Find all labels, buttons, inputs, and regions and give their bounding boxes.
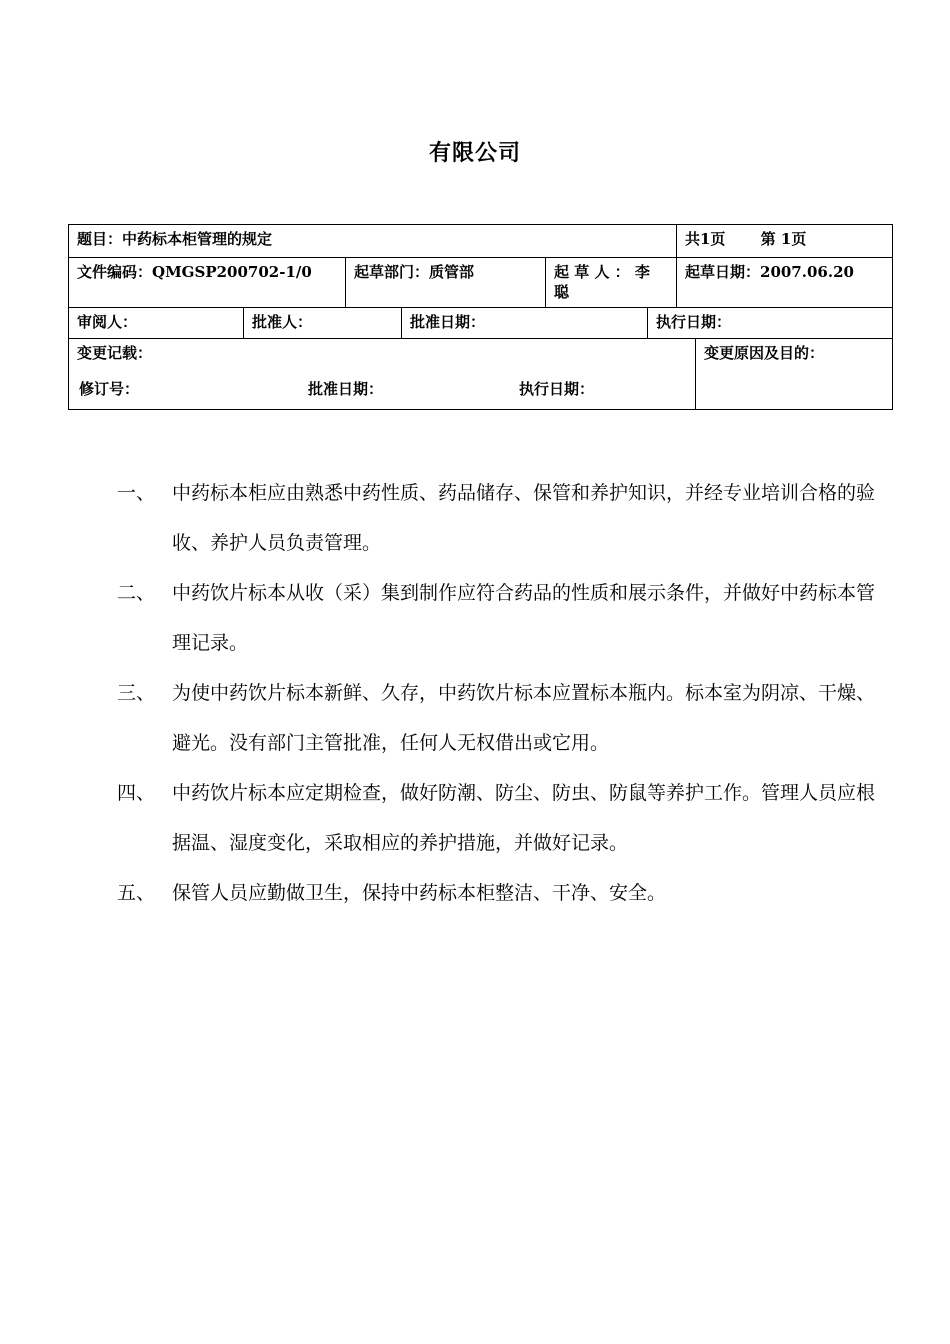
header-row-approval [69,308,892,339]
drafter-line1: 起 草 人 ： 李 [554,263,650,281]
revision-exec-date: 执行日期： [519,380,595,398]
approver: 批准人： [244,308,402,338]
item-text: 中药标本柜应由熟悉中药性质、药品储存、保管和养护知识，并经专业培训合格的验收、养护人员负责管理。 [172,482,876,554]
document-header-table [68,224,893,410]
header-row-title [69,225,892,258]
draft-date: 起草日期：2007.06.20 [685,263,854,281]
change-record: 变更记载： [77,344,153,362]
list-item [117,868,877,918]
header-row-change [69,339,892,409]
doc-title: 题目：中药标本柜管理的规定 [69,225,677,257]
drafter [546,258,677,307]
company-title: 有限公司 [428,141,521,166]
item-number: 一、 [117,482,156,504]
item-text: 保管人员应勤做卫生，保持中药标本柜整洁、干净、安全。 [172,882,667,904]
page-count-cell [677,225,892,257]
revision-approve-date: 批准日期： [308,380,384,398]
page-current: 第 1页 [760,230,807,248]
change-reason: 变更原因及目的： [704,344,825,362]
header-row-meta [69,258,892,308]
list-item [117,568,877,668]
exec-date: 执行日期： [656,313,732,331]
doc-number: 文件编码：QMGSP200702-1/0 [69,258,346,307]
approve-date: 批准日期： [402,308,648,338]
pages-total: 共1页 [685,230,726,248]
item-number: 四、 [117,782,156,804]
drafter-line2: 聪 [554,283,570,301]
regulation-list [117,468,877,918]
item-text: 中药饮片标本应定期检查，做好防潮、防尘、防虫、防鼠等养护工作。管理人员应根据温、湿度变化，采取相应的养护措施，并做好记录。 [172,782,876,854]
item-number: 二、 [117,582,156,604]
change-record-cell [69,339,696,409]
list-item [117,668,877,768]
revision-no: 修订号： [79,380,140,398]
list-item [117,768,877,868]
reviewer: 审阅人： [69,308,244,338]
item-text: 为使中药饮片标本新鲜、久存，中药饮片标本应置标本瓶内。标本室为阴凉、干燥、避光。没有部门主管批准，任何人无权借出或它用。 [172,682,876,754]
item-number: 三、 [117,682,156,704]
list-item [117,468,877,568]
draft-dept: 起草部门：质管部 [346,258,546,307]
item-text: 中药饮片标本从收（采）集到制作应符合药品的性质和展示条件，并做好中药标本管理记录。 [172,582,876,654]
item-number: 五、 [117,882,156,904]
